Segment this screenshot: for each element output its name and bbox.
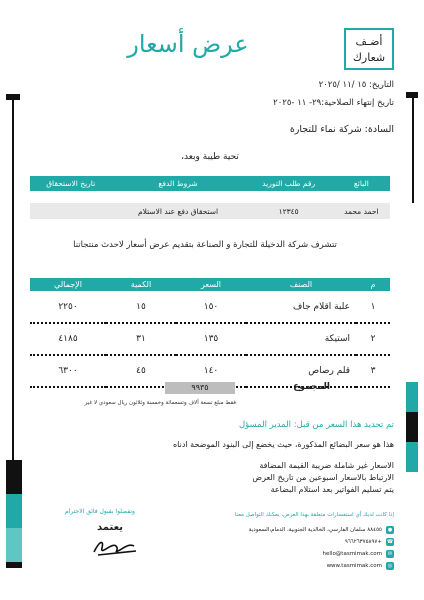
- row-index: ١: [356, 291, 390, 323]
- items-header-row: [30, 278, 390, 291]
- location-icon: ●: [387, 527, 393, 533]
- info-header-due: تاريخ الاستحقاق: [30, 176, 111, 191]
- row-price: ١٤٠: [176, 355, 246, 387]
- items-header-item: الصنف: [246, 278, 356, 291]
- approve-label: يعتمد: [97, 522, 123, 533]
- terms-list: [252, 460, 394, 496]
- items-header-price: السعر: [176, 278, 246, 291]
- issue-date: التاريخ: ١٥ /١١ /٢٠٢٥: [318, 80, 394, 90]
- contact-email-text[interactable]: hello@tasmimak.com: [322, 551, 382, 557]
- globe-icon: ◎: [387, 563, 393, 569]
- row-item: استيكة: [246, 323, 356, 355]
- items-header-index: م: [356, 278, 390, 291]
- row-total: ٦٣٠٠: [30, 355, 106, 387]
- items-header-qty: الكمية: [106, 278, 176, 291]
- phone-icon: ☎: [386, 539, 394, 545]
- info-row: [30, 203, 390, 219]
- list-item: الاسعار غير شاملة ضريبة القيمة المضافة: [259, 461, 394, 470]
- row-total: ٢٢٥٠: [30, 291, 106, 323]
- info-order-no: ١٢٣٤٥: [245, 203, 333, 219]
- order-info-table: [30, 176, 390, 219]
- info-header-payment: شروط الدفع: [111, 176, 244, 191]
- total-label: المجموع: [293, 382, 330, 392]
- greeting: تحية طيبة وبعد،: [181, 152, 239, 162]
- terms-heading: تم تحديد هذا السعر من قبل: المدير المسؤل: [238, 420, 394, 430]
- decor-line-right: [412, 93, 414, 203]
- row-item: قلم رصاص: [246, 355, 356, 387]
- row-item: علبة اقلام جاف: [246, 291, 356, 323]
- info-header-row: [30, 176, 390, 191]
- info-header-order-no: رقم طلب التوريد: [245, 176, 333, 191]
- row-qty: ٣١: [106, 323, 176, 355]
- table-row: [30, 323, 390, 355]
- terms-lead: هذا هو سعر البضائع المذكورة، حيث يخضع إلى البنود الموضحة ادناه: [172, 440, 394, 449]
- contact-email[interactable]: [323, 550, 394, 558]
- list-item: يتم تسليم الفواتير بعد استلام البضاعة: [270, 485, 394, 494]
- items-table: [30, 278, 390, 388]
- row-index: ٣: [356, 355, 390, 387]
- row-price: ١٣٥: [176, 323, 246, 355]
- expiry-date: تاريخ إنتهاء الصلاحية:٢٩- ١١ -٢٠٢٥: [273, 98, 394, 108]
- items-header-total: الإجمالي: [30, 278, 106, 291]
- contact-address: [249, 526, 394, 534]
- logo-placeholder: [344, 28, 394, 70]
- row-qty: ١٥: [106, 291, 176, 323]
- row-total: ٤١٨٥: [30, 323, 106, 355]
- contact-phone: [345, 538, 394, 546]
- table-row: [30, 291, 390, 323]
- row-price: ١٥٠: [176, 291, 246, 323]
- contact-website[interactable]: [327, 562, 394, 570]
- signature-image: [90, 536, 140, 558]
- info-seller: احمد محمد: [333, 203, 390, 219]
- decor-line-left: [12, 98, 14, 468]
- info-payment: استحقاق دفع عند الاستلام: [111, 203, 244, 219]
- contact-address-text: ٨٨٤٥٥ سلمان الفارسي، الخالدية الجنوبية، الدمام،السعودية: [248, 527, 382, 533]
- decor-blocks-left: [6, 460, 22, 568]
- row-qty: ٤٥: [106, 355, 176, 387]
- decor-blocks-right: [406, 382, 418, 472]
- footer-note: إذا كانت لديك أي استفسارات متعلقة بهذا العرض، يمكنك التواصل معنا: [235, 512, 394, 518]
- logo-line-2: شعارك: [352, 51, 386, 64]
- email-icon: ✉: [387, 551, 393, 557]
- recipient: السادة: شركة نماء للتجارة: [289, 124, 394, 135]
- info-due: [30, 203, 111, 219]
- contact-website-text[interactable]: www.tasmimak.com: [326, 563, 382, 569]
- contact-phone-text: +٩٦٦٢٦٣٧٥٨٩٧: [344, 539, 382, 545]
- logo-line-1: أضـف: [355, 35, 383, 48]
- info-header-seller: البائع: [333, 176, 390, 191]
- row-index: ٢: [356, 323, 390, 355]
- document-title: عرض أسعار: [127, 30, 249, 58]
- intro-text: تتشرف شركة الدخيلة للتجارة و الصناعة بتقديم عرض أسعار لاحدث منتجاتنا: [73, 240, 337, 250]
- total-value: ٩٩٣٥: [165, 382, 235, 394]
- closing-text: وتفضلوا بقبول فائق الاحترام: [65, 508, 135, 515]
- list-item: الارتباط بالاسعار اسبوعين من تاريخ العرض: [252, 473, 394, 482]
- total-in-words: فقط مبلغ تسعة آلاف وتسعمائة وخمسة وثلاثون ريال سعودي لا غير: [84, 400, 236, 406]
